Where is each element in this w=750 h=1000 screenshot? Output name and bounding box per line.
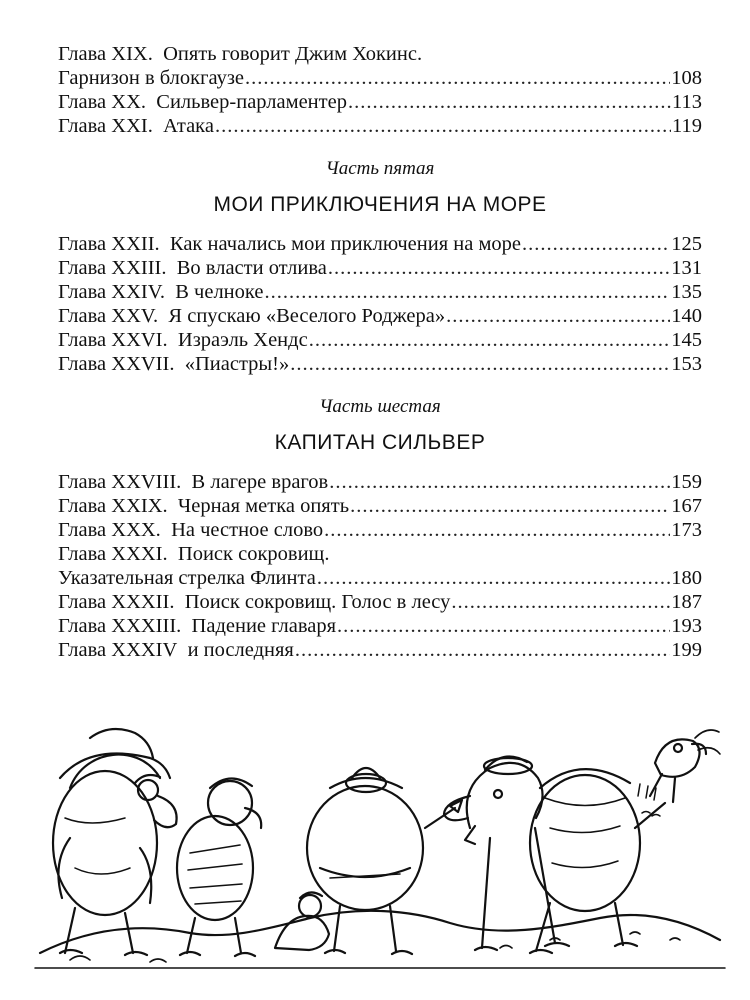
leader-dots xyxy=(328,256,670,280)
toc-entry xyxy=(58,638,702,662)
toc-entry xyxy=(58,304,702,328)
chapter-number: Глава XXXIV xyxy=(58,639,178,661)
leader-dots xyxy=(290,352,670,376)
toc-entry xyxy=(58,42,702,66)
chapter-title: Как начались мои приключения на море xyxy=(169,233,522,255)
chapter-title: В лагере врагов xyxy=(191,471,329,493)
page-number: 173 xyxy=(671,519,702,541)
leader-dots xyxy=(215,114,671,138)
leader-dots xyxy=(348,90,671,114)
chapter-title: В челноке xyxy=(175,281,264,303)
leader-dots xyxy=(324,518,670,542)
chapter-title: Израэль Хендс xyxy=(177,329,308,351)
chapter-number: Глава XXXI. xyxy=(58,543,168,565)
page-number: 159 xyxy=(671,471,702,493)
chapter-title: Гарнизон в блокгаузе xyxy=(58,67,245,89)
chapter-number: Глава XXV. xyxy=(58,305,159,327)
part-title: МОИ ПРИКЛЮЧЕНИЯ НА МОРЕ xyxy=(213,193,547,216)
chapter-number: Глава XXIX. xyxy=(58,495,168,517)
toc-entry xyxy=(58,328,702,352)
chapter-number: Глава XXII. xyxy=(58,233,160,255)
toc-entry xyxy=(58,352,702,376)
page-number: 140 xyxy=(671,305,702,327)
chapter-title: «Пиастры!» xyxy=(184,353,290,375)
chapter-title: Черная метка опять xyxy=(177,495,350,517)
toc-entry xyxy=(58,566,702,590)
chapter-number: Глава XXXII. xyxy=(58,591,175,613)
page-number: 187 xyxy=(671,591,702,613)
page-number: 193 xyxy=(671,615,702,637)
page-number: 199 xyxy=(671,639,702,661)
toc-entry xyxy=(58,114,702,138)
toc-entry xyxy=(58,90,702,114)
toc-entry xyxy=(58,280,702,304)
chapter-number: Глава XXIV. xyxy=(58,281,165,303)
chapter-number: Глава XX. xyxy=(58,91,147,113)
chapter-title: Поиск сокровищ. Голос в лесу xyxy=(184,591,451,613)
leader-dots xyxy=(451,590,670,614)
chapter-title: На честное слово xyxy=(171,519,324,541)
page-number: 167 xyxy=(671,495,702,517)
part-title: КАПИТАН СИЛЬВЕР xyxy=(274,431,486,454)
toc-entry xyxy=(58,66,702,90)
page-number: 145 xyxy=(671,329,702,351)
chapter-title: Указательная стрелка Флинта xyxy=(58,567,316,589)
toc-entry xyxy=(58,518,702,542)
toc-entry xyxy=(58,590,702,614)
pirates-illustration-icon xyxy=(30,678,730,978)
page-number: 153 xyxy=(671,353,702,375)
leader-dots xyxy=(317,566,670,590)
chapter-number: Глава XIX. xyxy=(58,43,153,65)
page-number: 125 xyxy=(671,233,702,255)
chapter-number: Глава XXIII. xyxy=(58,257,167,279)
chapter-title: Атака xyxy=(163,115,214,137)
toc-entry xyxy=(58,542,702,566)
page-number: 135 xyxy=(671,281,702,303)
leader-dots xyxy=(337,614,670,638)
leader-dots xyxy=(295,638,670,662)
leader-dots xyxy=(522,232,670,256)
toc-entry xyxy=(58,256,702,280)
toc-entry xyxy=(58,470,702,494)
chapter-number: Глава XXVI. xyxy=(58,329,168,351)
toc-entry xyxy=(58,232,702,256)
chapter-title: Я спускаю «Веселого Роджера» xyxy=(168,305,446,327)
table-of-contents xyxy=(58,42,702,662)
leader-dots xyxy=(245,66,670,90)
chapter-title: и последняя xyxy=(187,639,294,661)
chapter-number: Глава XXI. xyxy=(58,115,153,137)
chapter-title: Сильвер-парламентер xyxy=(156,91,347,113)
chapter-number: Глава XXX. xyxy=(58,519,161,541)
chapter-title: Опять говорит Джим Хокинс. xyxy=(163,43,423,65)
page-number: 113 xyxy=(672,91,702,113)
page-number: 180 xyxy=(671,567,702,589)
leader-dots xyxy=(329,470,670,494)
leader-dots xyxy=(446,304,670,328)
chapter-title: Падение главаря xyxy=(191,615,337,637)
toc-entry xyxy=(58,494,702,518)
chapter-number: Глава XXXIII. xyxy=(58,615,182,637)
chapter-number: Глава XXVIII. xyxy=(58,471,182,493)
toc-group-continued xyxy=(58,42,702,138)
page-number: 131 xyxy=(671,257,702,279)
page-number: 108 xyxy=(671,67,702,89)
part-label: Часть пятая xyxy=(325,158,435,179)
chapter-number: Глава XXVII. xyxy=(58,353,175,375)
leader-dots xyxy=(350,494,670,518)
toc-group-part-five xyxy=(58,232,702,376)
page-number: 119 xyxy=(672,115,702,137)
toc-entry xyxy=(58,614,702,638)
chapter-title: Во власти отлива xyxy=(176,257,327,279)
leader-dots xyxy=(264,280,670,304)
part-label: Часть шестая xyxy=(319,396,441,417)
leader-dots xyxy=(309,328,671,352)
toc-group-part-six xyxy=(58,470,702,662)
chapter-title: Поиск сокровищ. xyxy=(177,543,330,565)
